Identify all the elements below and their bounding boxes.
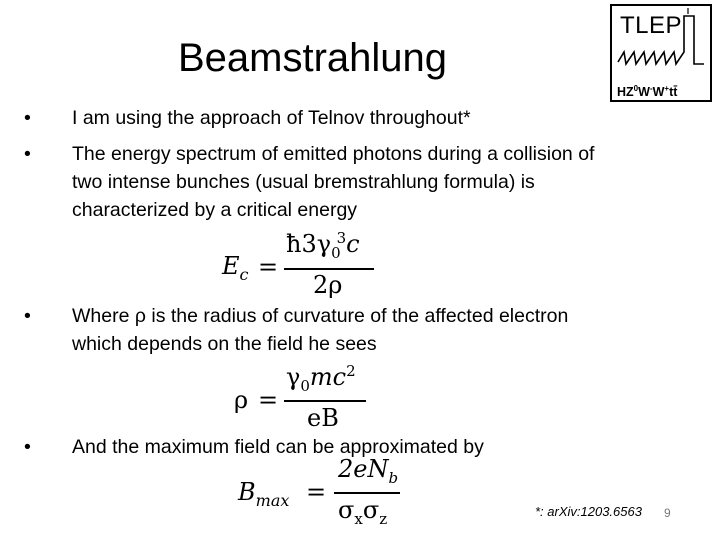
logo-name: TLEP bbox=[620, 12, 683, 39]
bullet-text-continued: which depends on the field he sees bbox=[72, 333, 377, 355]
bullet-marker: • bbox=[24, 436, 31, 458]
footnote-reference: *: arXiv:1203.6563 bbox=[535, 504, 642, 519]
bullet-text: I am using the approach of Telnov throughout* bbox=[72, 107, 471, 129]
slide-title: Beamstrahlung bbox=[178, 36, 448, 80]
bullet-marker: • bbox=[24, 107, 31, 129]
bullet-text: And the maximum field can be approximated by bbox=[72, 436, 484, 458]
page-number: 9 bbox=[664, 506, 671, 520]
bullet-marker: • bbox=[24, 305, 31, 327]
bullet-text-continued: two intense bunches (usual bremstrahlung formula) is bbox=[72, 171, 535, 193]
bullet-text-continued: characterized by a critical energy bbox=[72, 199, 358, 221]
bullet-text: Where ρ is the radius of curvature of the affected electron bbox=[72, 305, 569, 327]
bullet-marker: • bbox=[24, 143, 31, 165]
bullet-text: The energy spectrum of emitted photons during a collision of bbox=[72, 143, 595, 165]
logo-subtitle: $HZ^0W^-W^+tt̄$ bbox=[617, 84, 678, 99]
tlep-logo bbox=[610, 4, 712, 102]
